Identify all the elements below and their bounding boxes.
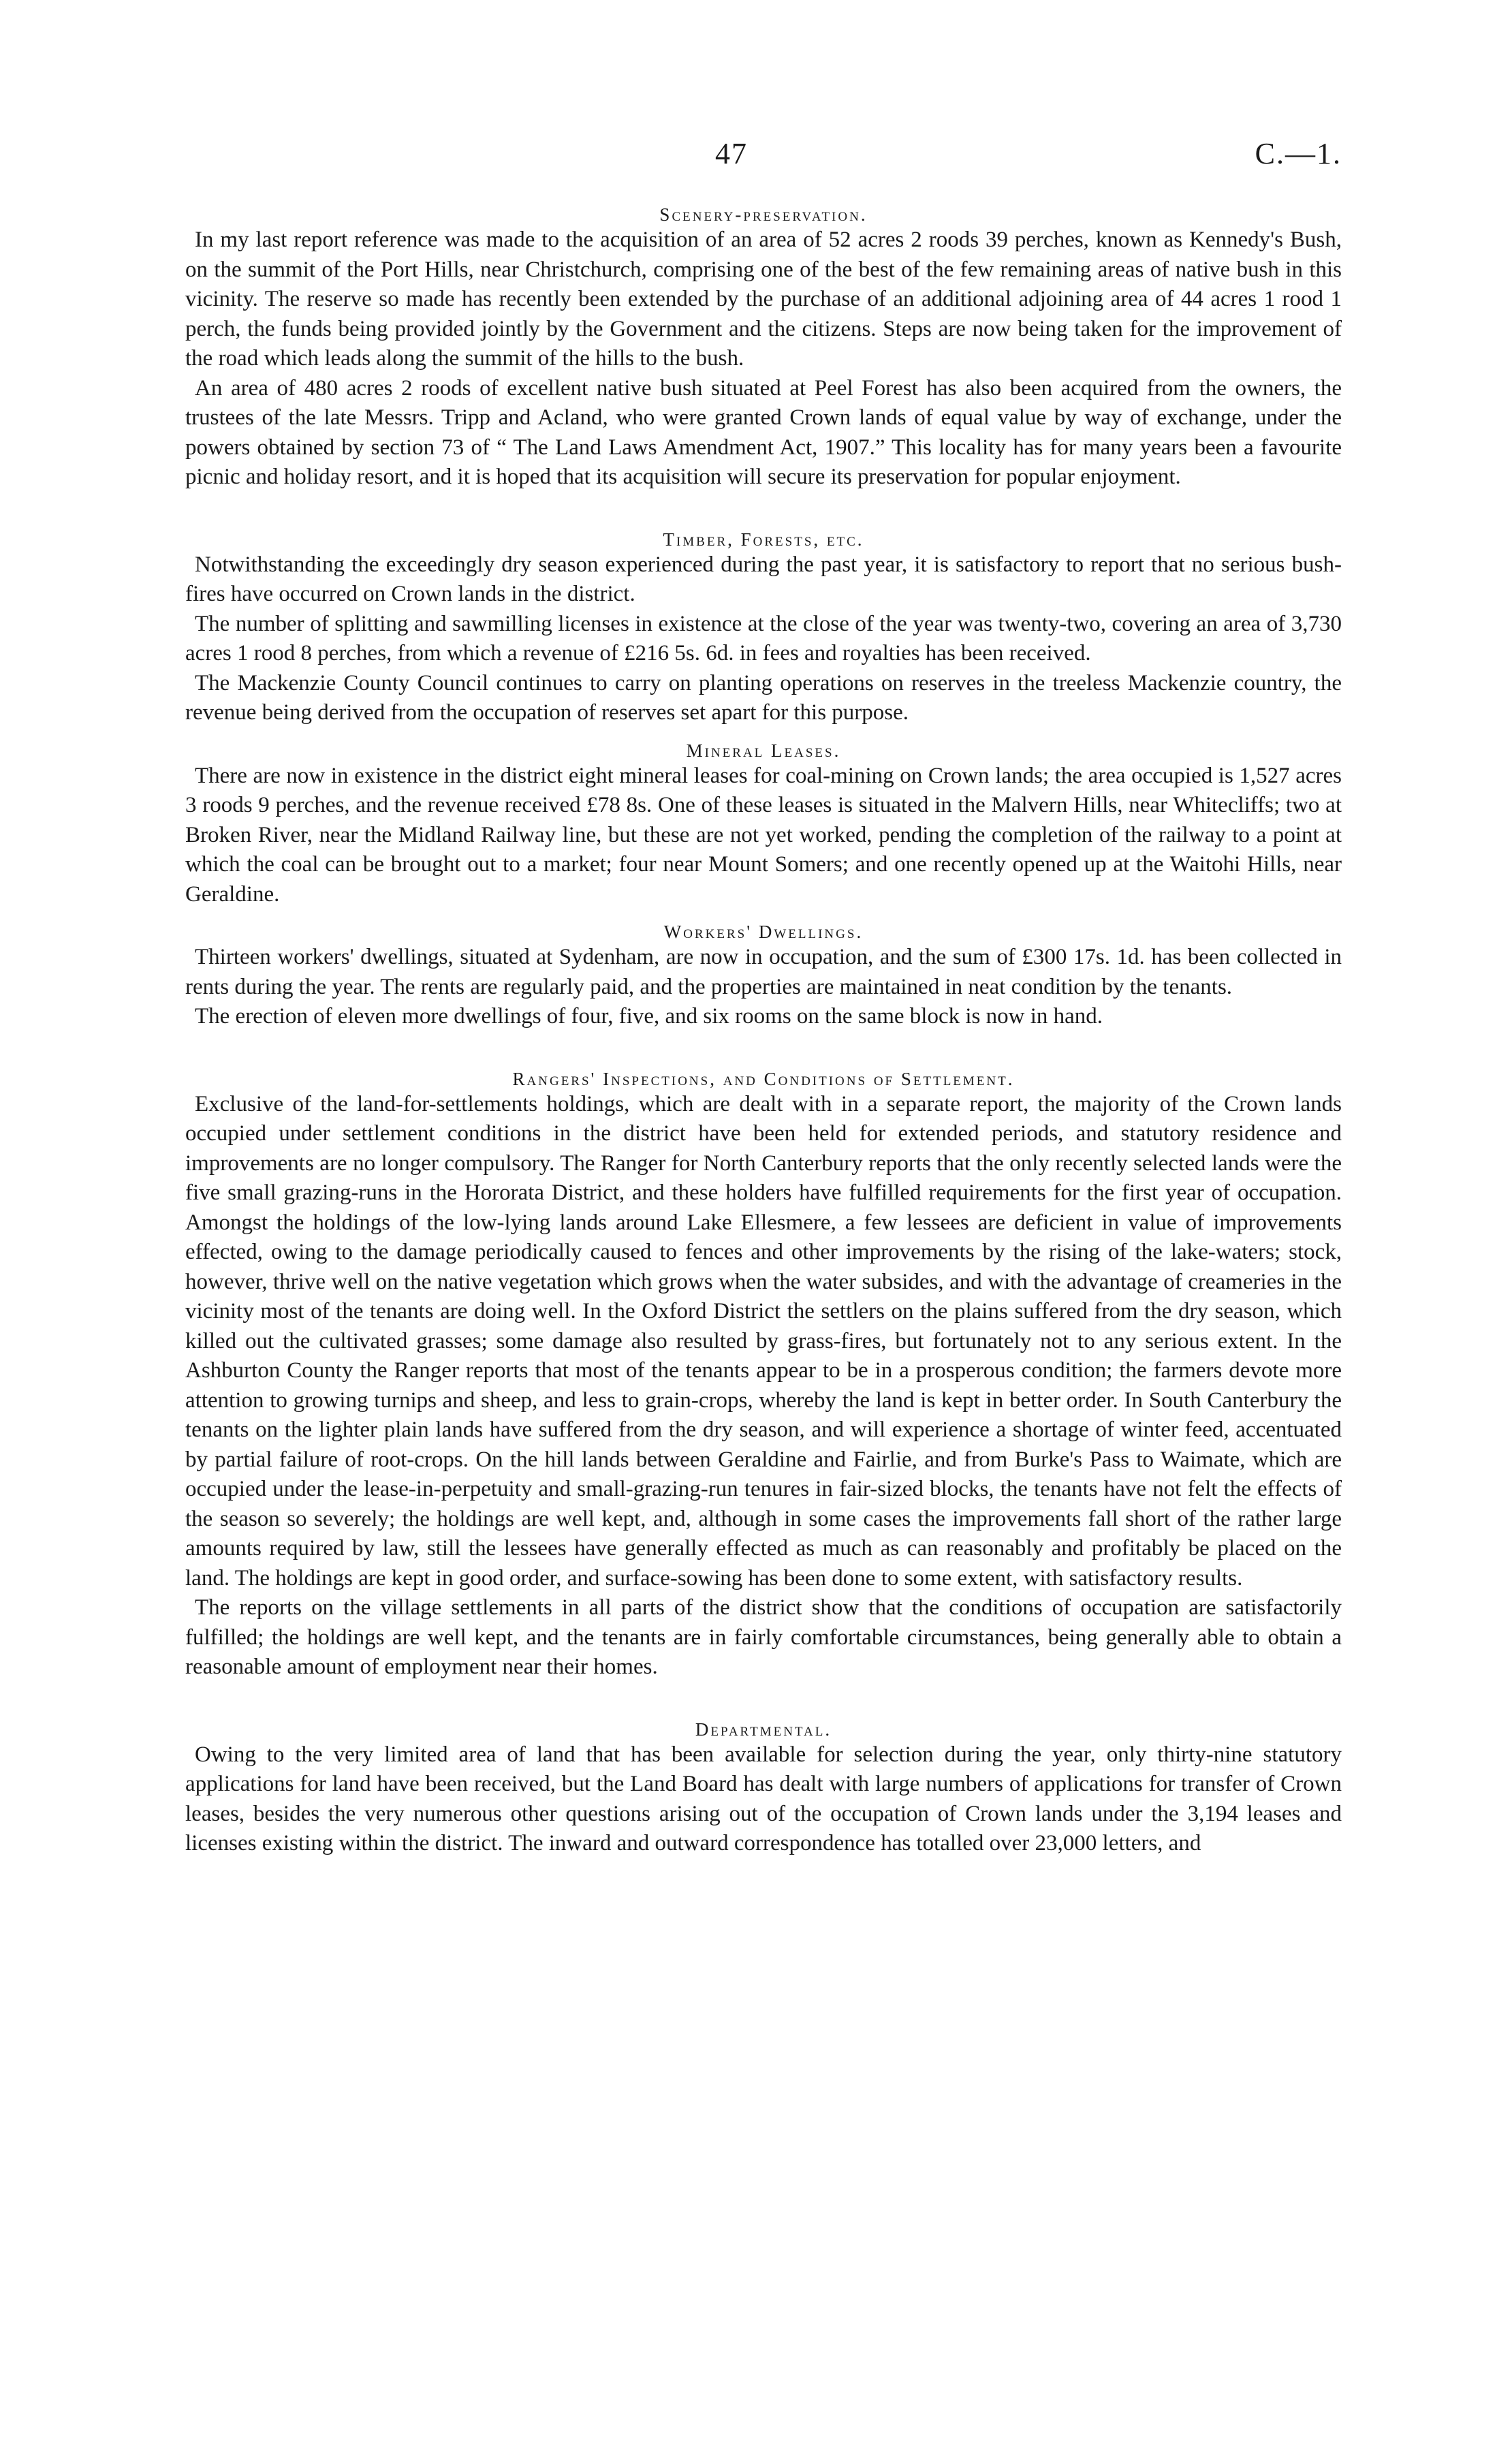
paragraph-rangers-2: The reports on the village settlements in all parts of the district show that the conditions of occupation are satisfactorily fulfilled; the holdings are well kept, and the tenants are in fairly comfortable circumstances, being generally able to obtain a reasonable amount of employment near their homes.	[185, 1595, 1342, 1679]
paragraph-rangers-1: Exclusive of the land-for-settlements holdings, which are dealt with in a separate report, the majority of the Crown lands occupied under settlement conditions in the district have been held for extended periods, and statutory residence and improvements are no longer compulsory. The Ranger for North Canterbury reports that the only recently selected lands were the five small grazing-runs in the Hororata District, and these holders have fulfilled requirements for the first year of occupation. Amongst the holdings of the low-lying lands around Lake Ellesmere, a few lessees are deficient in value of improvements effected, owing to the damage periodically caused to fences and other improvements by the rising of the lake-waters; stock, however, thrive well on the native vegetation which grows when the water subsides, and with the advantage of creameries in the vicinity most of the tenants are doing well. In the Oxford District the settlers on the plains suffered from the dry season, which killed out the cultivated grasses; some damage also resulted by grass-fires, but fortunately not to any serious extent. In the Ashburton County the Ranger reports that most of the tenants appear to be in a prosperous condition; the farmers devote more attention to growing turnips and sheep, and less to grain-crops, whereby the land is kept in better order. In South Canterbury the tenants on the lighter plain lands have suffered from the dry season, and will experience a shortage of winter feed, accentuated by partial failure of root-crops. On the hill lands between Geraldine and Fairlie, and from Burke's Pass to Waimate, which are occupied under the lease-in-perpetuity and small-grazing-run tenures in fair-sized blocks, the tenants have not felt the effects of the season so severely; the holdings are well kept, and, although in some cases the improvements fall short of the rather large amounts required by law, still the lessees have generally effected as much as can reasonably and profitably be placed on the land. The holdings are kept in good order, and surface-sowing has been done to some extent, with satisfactory results.	[185, 1091, 1342, 1590]
paragraph-scenery-1: In my last report reference was made to the acquisition of an area of 52 acres 2 roods 39 perches, known as Kennedy's Bush, on the summit of the Port Hills, near Christchurch, comprising one of the best of the few remaining areas of native bush in this vicinity. The reserve so made has recently been extended by the purchase of an additional adjoining area of 44 acres 1 rood 1 perch, the funds being provided jointly by the Government and the citizens. Steps are now being taken for the improvement of the road which leads along the summit of the hills to the bush.	[185, 228, 1342, 371]
section-heading-workers-dwellings: Workers' Dwellings.	[663, 922, 864, 942]
section-heading-rangers-inspections: Rangers' Inspections, and Conditions of Settlement.	[512, 1068, 1015, 1089]
paragraph-mineral-1: There are now in existence in the district eight mineral leases for coal-mining on Crown lands; the area occupied is 1,527 acres 3 roods 9 perches, and the revenue received £78 8s. One of these leases is situated in the Malvern Hills, near Whitecliffs; two at Broken River, near the Midland Railway line, but these are not yet worked, pending the completion of the railway to a point at which the coal can be brought out to a market; four near Mount Somers; and one recently opened up at the Waitohi Hills, near Geraldine.	[185, 763, 1342, 907]
section-heading-timber-forests: Timber, Forests, etc.	[663, 529, 864, 550]
page-header	[0, 136, 1512, 177]
paragraph-scenery-2: An area of 480 acres 2 roods of excellent native bush situated at Peel Forest has also been acquired from the owners, the trustees of the late Messrs. Tripp and Acland, who were granted Crown lands of equal value by way of exchange, under the powers obtained by section 73 of “ The Land Laws Amendment Act, 1907.” This locality has for many years been a favourite picnic and holiday resort, and it is hoped that its acquisition will secure its preservation for popular enjoyment.	[185, 375, 1342, 489]
section-heading-departmental: Departmental.	[695, 1719, 832, 1740]
document-code: C.—1.	[1255, 137, 1342, 170]
paragraph-timber-3: The Mackenzie County Council continues to carry on planting operations on reserves in the treeless Mackenzie country, the revenue being derived from the occupation of reserves set apart for this purpose.	[185, 670, 1342, 725]
paragraph-departmental-1: Owing to the very limited area of land that has been available for selection during the year, only thirty-nine statutory applications for land have been received, but the Land Board has dealt with large numbers of applications for transfer of Crown leases, besides the very numerous other questions arising out of the occupation of Crown lands under the 3,194 leases and licenses existing within the district. The inward and outward correspondence has totalled over 23,000 letters, and	[185, 1742, 1342, 1855]
page-number: 47	[715, 137, 748, 170]
section-heading-mineral-leases: Mineral Leases.	[686, 740, 841, 761]
paragraph-dwellings-2: The erection of eleven more dwellings of four, five, and six rooms on the same block is now in hand.	[195, 1004, 1103, 1029]
paragraph-dwellings-1: Thirteen workers' dwellings, situated at Sydenham, are now in occupation, and the sum of £300 17s. 1d. has been collected in rents during the year. The rents are regularly paid, and the properties are maintained in neat condition by the tenants.	[185, 945, 1342, 999]
page-body	[185, 204, 1342, 1859]
section-heading-scenery-preservation: Scenery-preservation.	[659, 204, 868, 225]
paragraph-timber-1: Notwithstanding the exceedingly dry season experienced during the past year, it is satisfactory to report that no serious bush-fires have occurred on Crown lands in the district.	[185, 552, 1342, 606]
paragraph-timber-2: The number of splitting and sawmilling licenses in existence at the close of the year was twenty-two, covering an area of 3,730 acres 1 rood 8 perches, from which a revenue of £216 5s. 6d. in fees and royalties has been received.	[185, 611, 1342, 665]
